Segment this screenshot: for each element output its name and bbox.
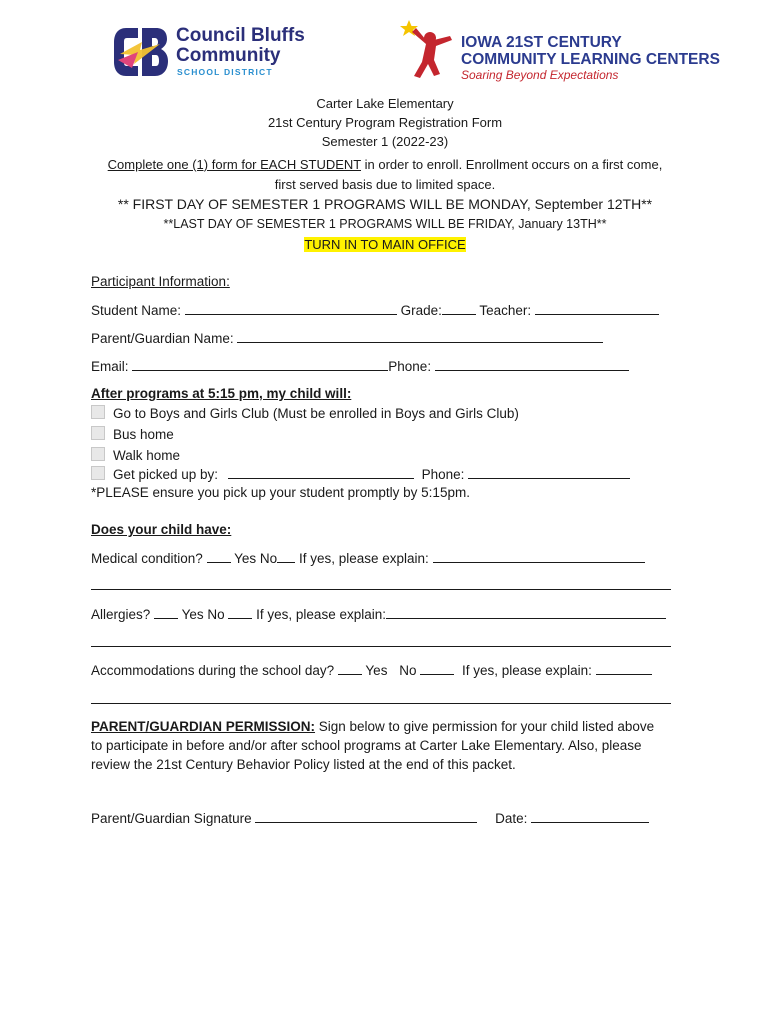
allergies-explain-label: If yes, please explain: [256, 607, 386, 622]
after-programs-heading: After programs at 5:15 pm, my child will: [91, 386, 352, 401]
accommodations-no-label: No [399, 663, 417, 678]
option-picked-up [91, 466, 630, 482]
email-row [91, 358, 629, 374]
grade-field[interactable] [442, 302, 476, 315]
accommodations-label: Accommodations during the school day? [91, 663, 335, 678]
medical-yes-field[interactable] [207, 550, 231, 563]
allergies-label: Allergies? [91, 607, 151, 622]
cb-logo-line3: SCHOOL DISTRICT [177, 67, 273, 77]
medical-explain-field[interactable] [433, 550, 645, 563]
option-bus-home [91, 426, 174, 442]
medical-label: Medical condition? [91, 551, 203, 566]
permission-label: PARENT/GUARDIAN PERMISSION: [91, 719, 316, 734]
student-name-label: Student Name: [91, 303, 182, 318]
parent-name-field[interactable] [237, 330, 603, 343]
medical-no-label: No [259, 551, 278, 566]
teacher-field[interactable] [535, 302, 659, 315]
option-picked-up-label: Get picked up by: [113, 467, 219, 482]
cb-monogram-icon [112, 24, 170, 80]
email-label: Email: [91, 359, 129, 374]
option-bus-home-label: Bus home [113, 427, 174, 442]
option-boys-girls-club-label: Go to Boys and Girls Club (Must be enrolled in Boys and Girls Club) [113, 406, 519, 421]
email-field[interactable] [132, 358, 388, 371]
permission-text3: review the 21st Century Behavior Policy listed at the end of this packet. [91, 757, 516, 772]
instructions-line2: first served basis due to limited space. [274, 177, 496, 192]
teacher-label: Teacher: [479, 303, 532, 318]
checkbox-picked-up[interactable] [91, 466, 105, 480]
checkbox-bus-home[interactable] [91, 426, 105, 440]
medical-explain-label: If yes, please explain: [298, 551, 429, 566]
picked-up-phone-label: Phone: [421, 467, 465, 482]
iowa-logo-line2: COMMUNITY LEARNING CENTERS [461, 51, 720, 68]
signature-row [91, 810, 649, 826]
accommodations-row [91, 662, 652, 678]
allergies-no-label: No [207, 607, 225, 622]
permission-text1: Sign below to give permission for your child listed above [315, 719, 655, 734]
allergies-yes-field[interactable] [154, 606, 178, 619]
parent-name-row [91, 330, 603, 346]
signature-label: Parent/Guardian Signature [91, 811, 252, 826]
phone-field[interactable] [435, 358, 629, 371]
semester-label: Semester 1 (2022-23) [321, 134, 449, 149]
iowa-logo-line1: IOWA 21ST CENTURY [461, 34, 622, 51]
permission-paragraph [91, 717, 691, 774]
instructions-line1 [0, 157, 770, 172]
instructions-rest: in order to enroll. Enrollment occurs on a first come, [361, 157, 663, 172]
picked-up-by-field[interactable] [228, 466, 414, 479]
allergies-explain-line[interactable] [91, 646, 671, 647]
medical-no-field[interactable] [277, 550, 295, 563]
phone-label: Phone: [388, 359, 432, 374]
school-name: Carter Lake Elementary [316, 96, 454, 111]
accommodations-explain-label: If yes, please explain: [462, 663, 592, 678]
student-info-row [91, 302, 659, 318]
accommodations-yes-label: Yes [365, 663, 388, 678]
accommodations-yes-field[interactable] [338, 662, 362, 675]
medical-explain-line[interactable] [91, 589, 671, 590]
checkbox-boys-girls-club[interactable] [91, 405, 105, 419]
cb-logo-line2: Community [176, 45, 281, 66]
last-day-notice: **LAST DAY OF SEMESTER 1 PROGRAMS WILL BE FRIDAY, January 13TH** [163, 217, 607, 231]
picked-up-phone-field[interactable] [468, 466, 630, 479]
iowa-logo-tagline: Soaring Beyond Expectations [461, 68, 619, 82]
turn-in-notice: TURN IN TO MAIN OFFICE [304, 237, 466, 252]
grade-label: Grade: [400, 303, 442, 318]
date-label: Date: [495, 811, 528, 826]
first-day-notice: ** FIRST DAY OF SEMESTER 1 PROGRAMS WILL BE MONDAY, September 12TH** [117, 196, 653, 212]
participant-heading: Participant Information: [91, 274, 230, 289]
allergies-yes-label: Yes [181, 607, 204, 622]
accommodations-explain-line[interactable] [91, 703, 671, 704]
medical-row [91, 550, 645, 566]
checkbox-walk-home[interactable] [91, 447, 105, 461]
iowa-cclc-figure-icon [400, 18, 458, 80]
option-boys-girls-club [91, 405, 519, 421]
student-name-field[interactable] [185, 302, 397, 315]
allergies-no-field[interactable] [228, 606, 252, 619]
parent-name-label: Parent/Guardian Name: [91, 331, 234, 346]
medical-yes-label: Yes [234, 551, 257, 566]
pickup-note: *PLEASE ensure you pick up your student promptly by 5:15pm. [91, 485, 470, 500]
date-field[interactable] [531, 810, 649, 823]
allergies-row [91, 606, 666, 622]
accommodations-no-field[interactable] [420, 662, 454, 675]
option-walk-home-label: Walk home [113, 448, 181, 463]
accommodations-explain-field[interactable] [596, 662, 652, 675]
turn-in-notice-wrap [0, 237, 770, 252]
form-title: 21st Century Program Registration Form [267, 115, 503, 130]
cb-logo-line1: Council Bluffs [176, 25, 305, 46]
allergies-explain-field[interactable] [386, 606, 666, 619]
permission-text2: to participate in before and/or after school programs at Carter Lake Elementary. Also, please [91, 738, 642, 753]
signature-field[interactable] [255, 810, 477, 823]
health-heading: Does your child have: [91, 522, 232, 537]
instructions-underlined: Complete one (1) form for EACH STUDENT [107, 157, 362, 172]
option-walk-home [91, 447, 180, 463]
